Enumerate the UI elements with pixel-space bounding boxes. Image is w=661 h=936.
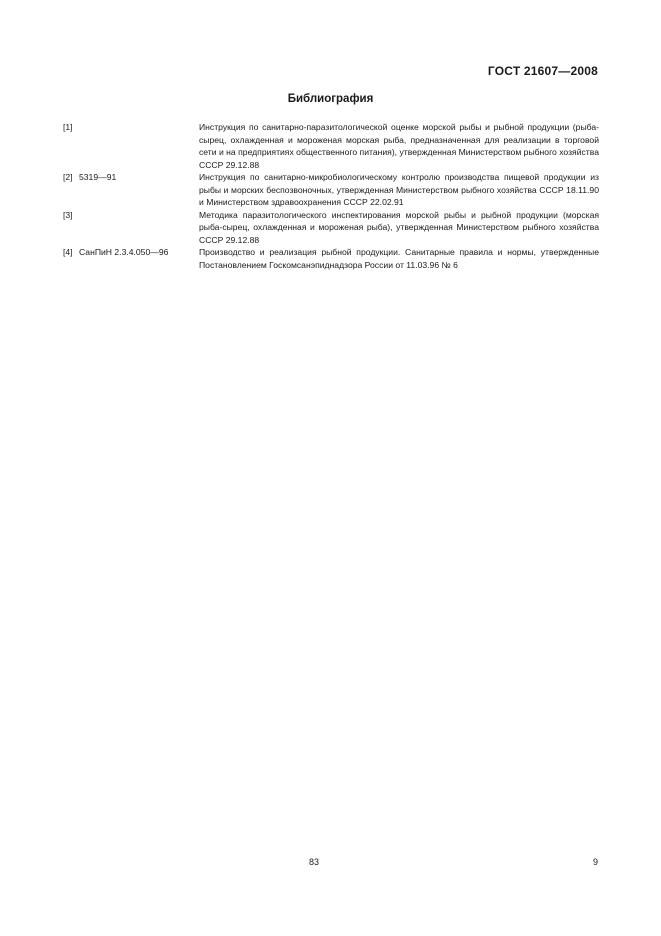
entry-text: Методика паразитологического инспектирования морской рыбы и рыбной продукции (морская рыба-сырец, охлажденная и мороженая рыба), утвержденная Министерством рыбного хозяйства СССР 29.12.88 bbox=[199, 209, 599, 245]
entry-number: [3] bbox=[63, 209, 73, 220]
entry-text: Производство и реализация рыбной продукции. Санитарные правила и нормы, утвержденные Постановлением Госкомсанэпиднадзора России от 11.03.96 № 6 bbox=[199, 247, 599, 270]
entry-number: [1] bbox=[63, 122, 73, 132]
bibliography-entry bbox=[63, 246, 599, 271]
entry-code: 5319—91 bbox=[79, 172, 117, 182]
bibliography-entry bbox=[63, 171, 599, 209]
page-number: 9 bbox=[592, 857, 598, 867]
entry-text: Инструкция по санитарно-микробиологическому контролю производства пищевой продукции из рыбы и морских беспозвоночных, утвержденная Министерством рыбного хозяйства СССР 18.11.90 и Министерством здравоохранения СССР 22.02.91 bbox=[199, 172, 599, 207]
entry-number: [4] bbox=[63, 247, 73, 257]
document-code: ГОСТ 21607—2008 bbox=[487, 64, 598, 78]
section-title: Библиография bbox=[287, 93, 374, 105]
bibliography-list bbox=[63, 121, 599, 271]
entry-code: СанПиН 2.3.4.050—96 bbox=[79, 247, 169, 257]
entry-number: [2] bbox=[63, 172, 73, 182]
page-number-center: 83 bbox=[308, 857, 319, 867]
bibliography-entry bbox=[63, 121, 599, 171]
entry-text: Инструкция по санитарно-паразитологической оценке морской рыбы и рыбной продукции (рыба-сырец, охлажденная и мороженая морская рыба, предназначенная для реализации в торговой сети и на предприятиях общественного питания), утвержденная Министерством рыбного хозяйства СССР 29.12.88 bbox=[199, 122, 599, 170]
bibliography-entry bbox=[63, 209, 599, 247]
